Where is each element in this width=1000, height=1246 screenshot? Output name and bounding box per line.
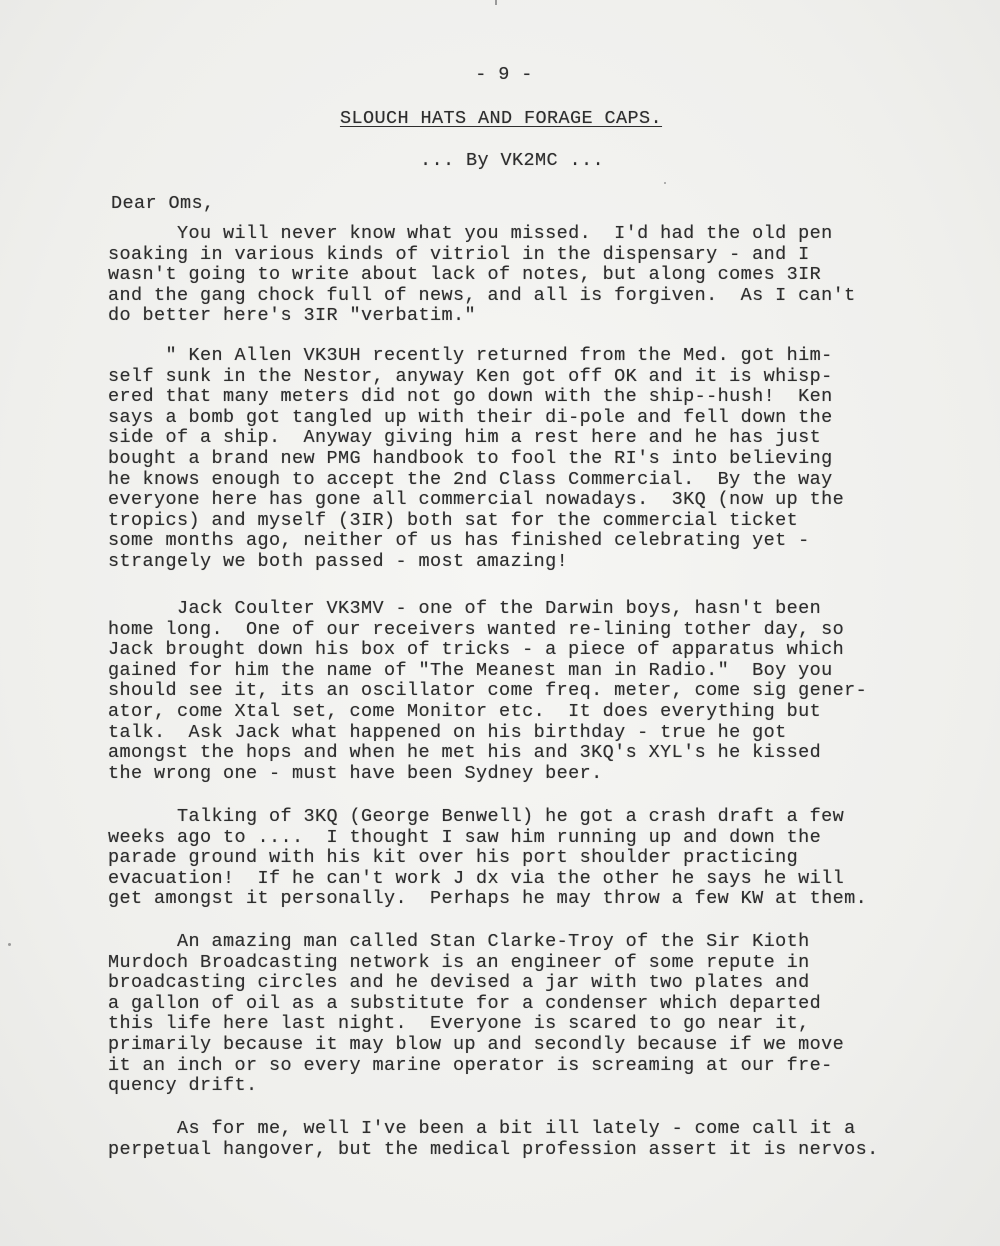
salutation: Dear Oms, [111, 193, 215, 214]
paper-speck [8, 943, 11, 946]
paragraph: As for me, well I've been a bit ill lately - come call it a perpetual hangover, but the medical profession assert it is nervos. [108, 1118, 879, 1160]
paper-speck [664, 182, 666, 184]
byline: ... By VK2MC ... [419, 150, 605, 171]
page-title [0, 108, 1000, 129]
paragraph: " Ken Allen VK3UH recently returned from the Med. got him- self sunk in the Nestor, anyway Ken got off OK and it is whisp- ered that many meters did not go down with the ship--hush! Ken says a bomb got tangled up with their di-pole and fell down the side of a ship. Anyway giving him a rest here and he has just bought a brand new PMG handbook to fool the RI's into believing he knows enough to accept the 2nd Class Commercial. By the way everyone here has gone all commercial nowadays. 3KQ (now up the tropics) and myself (3IR) both sat for the commercial ticket some months ago, neither of us has finished celebrating yet - strangely we both passed - most amazing! [108, 345, 845, 572]
page-number: - 9 - [475, 64, 533, 85]
page-title-text: SLOUCH HATS AND FORAGE CAPS. [339, 108, 663, 129]
paragraph: An amazing man called Stan Clarke-Troy of the Sir Kioth Murdoch Broadcasting network is an engineer of some repute in broadcasting circles and he devised a jar with two plates and a gallon of oil as a substitute for a condenser which departed this life here last night. Everyone is scared to go near it, primarily because it may blow up and secondly because if we move it an inch or so every marine operator is screaming at our fre- quency drift. [108, 931, 845, 1097]
paper-speck [495, 0, 497, 5]
paragraph: Jack Coulter VK3MV - one of the Darwin boys, hasn't been home long. One of our receivers wanted re-lining tother day, so Jack brought down his box of tricks - a piece of apparatus which gained for him the name of "The Meanest man in Radio." Boy you should see it, its an oscillator come freq. meter, come sig gener- ator, come Xtal set, come Monitor etc. It does everything but talk. Ask Jack what happened on his birthday - true he got amongst the hops and when he met his and 3KQ's XYL's he kissed the wrong one - must have been Sydney beer. [108, 598, 868, 784]
paragraph: You will never know what you missed. I'd had the old pen soaking in various kinds of vitriol in the dispensary - and I wasn't going to write about lack of notes, but along comes 3IR and the gang chock full of news, and all is forgiven. As I can't do better here's 3IR "verbatim." [108, 223, 856, 327]
paragraph: Talking of 3KQ (George Benwell) he got a crash draft a few weeks ago to .... I thought I saw him running up and down the parade ground with his kit over his port shoulder practicing evacuation! If he can't work J dx via the other he says he will get amongst it personally. Perhaps he may throw a few KW at them. [108, 806, 868, 910]
